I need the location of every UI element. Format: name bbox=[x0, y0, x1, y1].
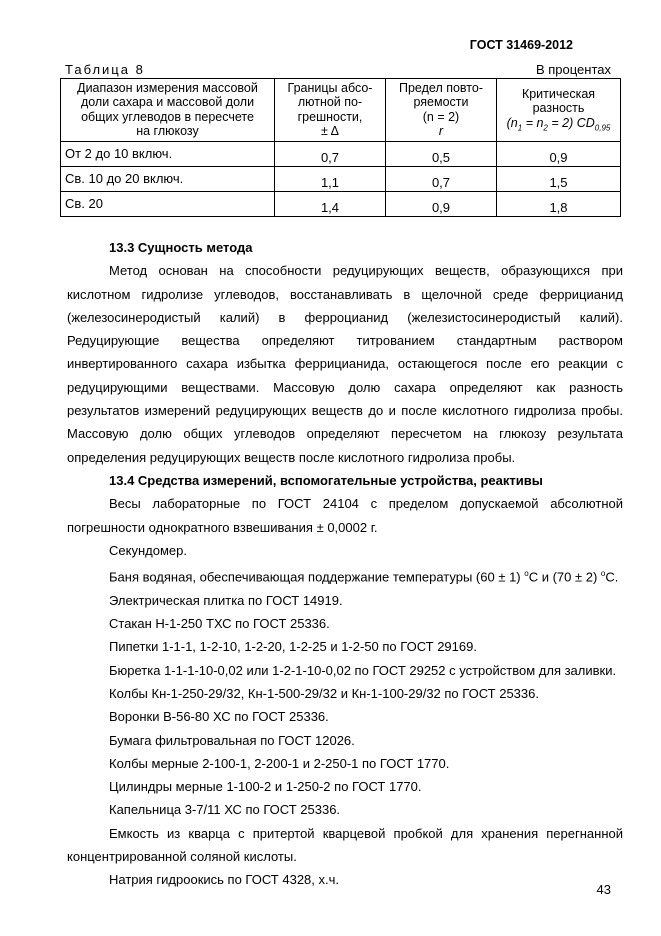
paragraph: Колбы Кн-1-250-29/32, Кн-1-500-29/32 и Кн-1-100-29/32 по ГОСТ 25336. bbox=[109, 685, 539, 701]
document-code: ГОСТ 31469-2012 bbox=[469, 38, 573, 52]
paragraph: Секундомер. bbox=[109, 542, 187, 558]
delta-cell: 1,4 bbox=[275, 191, 386, 216]
range-cell: Св. 10 до 20 включ. bbox=[61, 166, 275, 191]
document-body bbox=[67, 236, 623, 892]
table-row bbox=[61, 191, 621, 216]
table-row bbox=[61, 141, 621, 166]
header-repeatability: Предел повто- ряемости (n = 2) r bbox=[386, 79, 497, 142]
section-heading: 13.3 Сущность метода bbox=[109, 240, 253, 255]
table-caption: Таблица 8 bbox=[65, 62, 145, 77]
paragraph: Весы лабораторные по ГОСТ 24104 с пределом допускаемой абсолютной погрешности однократного взвешивания ± 0,0002 г. bbox=[67, 496, 623, 535]
delta-cell: 0,7 bbox=[275, 141, 386, 166]
table-header-row bbox=[61, 79, 621, 142]
range-cell: От 2 до 10 включ. bbox=[61, 141, 275, 166]
paragraph: Электрическая плитка по ГОСТ 14919. bbox=[109, 592, 343, 608]
paragraph: Метод основан на способности редуцирующих веществ, образующихся при кислотном гидролизе углеводов, восстанавливать в щелочной среде феррицианид (железосинеродистый калий) в ферроцианид (железистосинеродистый калий). Редуцирующие вещества определяют титрованием стандартным раствором инвертированного сахара избытка феррицианида, остающегося после его реакции с редуцирующими веществами. Массовую долю сахара определяют как разность результатов измерений редуцирующих веществ до и после кислотного гидролиза пробы. Массовую долю общих углеводов определяют пересчетом на глюкозу результата определения редуцирующих веществ после кислотного гидролиза пробы. bbox=[67, 263, 623, 465]
paragraph: Воронки В-56-80 ХС по ГОСТ 25336. bbox=[109, 709, 329, 725]
cd-cell: 1,8 bbox=[497, 191, 621, 216]
paragraph: Цилиндры мерные 1-100-2 и 1-250-2 по ГОСТ 1770. bbox=[109, 779, 422, 795]
section-heading: 13.4 Средства измерений, вспомогательные устройства, реактивы bbox=[109, 472, 543, 488]
page-number: 43 bbox=[596, 882, 611, 897]
table-units: В процентах bbox=[535, 62, 611, 77]
paragraph: Бюретка 1-1-1-10-0,02 или 1-2-1-10-0,02 по ГОСТ 29252 с устройством для заливки. bbox=[109, 662, 617, 678]
header-error-limits: Границы абсо- лютной по- грешности, ± Δ bbox=[275, 79, 386, 142]
paragraph: Емкость из кварца с притертой кварцевой пробкой для хранения перегнанной концентрированной соляной кислоты. bbox=[67, 825, 623, 865]
cd-cell: 1,5 bbox=[497, 166, 621, 191]
r-cell: 0,9 bbox=[386, 191, 497, 216]
critical-difference-formula: $(n_1 = n_2 = 2)$ $CD_{0,95}$ bbox=[506, 115, 611, 133]
data-table bbox=[60, 78, 621, 217]
paragraph: Натрия гидроокись по ГОСТ 4328, х.ч. bbox=[109, 872, 339, 888]
header-range: Диапазон измерения массовой доли сахара и массовой доли общих углеводов в пересчете на глюкозу bbox=[61, 79, 275, 142]
paragraph: Пипетки 1-1-1, 1-2-10, 1-2-20, 1-2-25 и 1-2-50 по ГОСТ 29169. bbox=[109, 639, 477, 655]
range-cell: Св. 20 bbox=[61, 191, 275, 216]
header-critical-difference: Критическая разность $(n_1 = n_2 = 2)$ $CD_{0,95}$ bbox=[497, 79, 621, 142]
table-row bbox=[61, 166, 621, 191]
paragraph: Колбы мерные 2-100-1, 2-200-1 и 2-250-1 по ГОСТ 1770. bbox=[109, 755, 450, 771]
paragraph: Бумага фильтровальная по ГОСТ 12026. bbox=[109, 732, 355, 748]
delta-cell: 1,1 bbox=[275, 166, 386, 191]
paragraph: Капельница 3-7/11 ХС по ГОСТ 25336. bbox=[109, 802, 341, 818]
cd-cell: 0,9 bbox=[497, 141, 621, 166]
r-cell: 0,5 bbox=[386, 141, 497, 166]
paragraph-water-bath: Баня водяная, обеспечивающая поддержание температуры (60 ± 1) $^o$C и (70 ± 2) $^o$C. bbox=[109, 569, 619, 585]
paragraph: Стакан Н-1-250 ТХС по ГОСТ 25336. bbox=[109, 616, 330, 632]
r-cell: 0,7 bbox=[386, 166, 497, 191]
